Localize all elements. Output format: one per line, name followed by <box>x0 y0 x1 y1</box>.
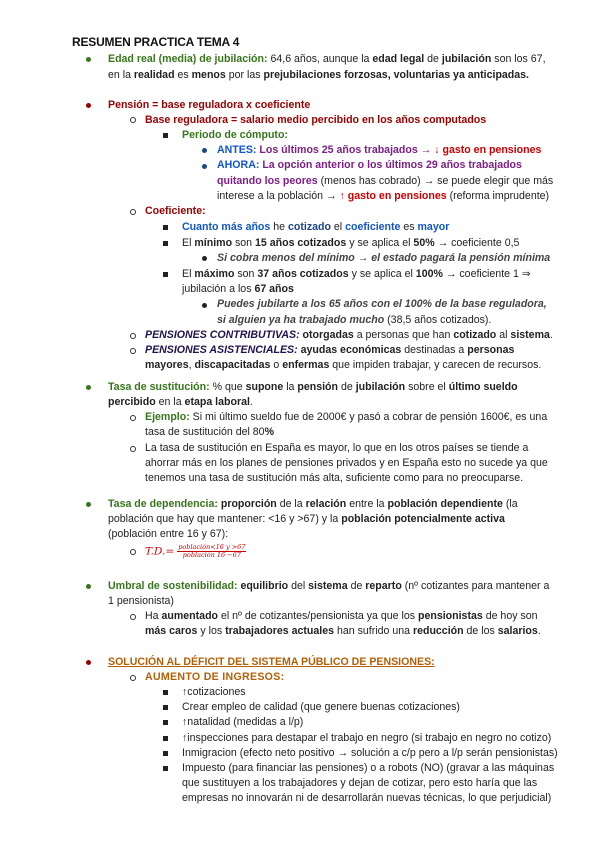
umbral-line-2: 1 pensionista) <box>108 595 174 607</box>
bullet-icon <box>86 103 91 108</box>
solucion-item: ↑inspecciones para destapar el trabajo en negro (si trabajo en negro no cotizo) <box>182 732 552 744</box>
edad-line-2: en la realidad es menos por las prejubilaciones forzosas, voluntarias ya anticipadas. <box>108 69 530 81</box>
ahora-line-3: interese a la población → ↑ gasto en pensiones (reforma imprudente) <box>217 190 550 202</box>
solucion-item-cont-1: que sustituyen a los trabajadores y dejan de cotizar, pero esto haría que las <box>182 777 538 789</box>
coef-line-3: El máximo son 37 años cotizados y se aplica el 100% → coeficiente 1 ⇒ <box>182 268 531 280</box>
square-bullet-icon <box>163 720 168 725</box>
circle-bullet-icon <box>130 333 136 339</box>
coef-line-2: El mínimo son 15 años cotizados y se aplica el 50% → coeficiente 0,5 <box>182 237 520 249</box>
bullet-icon <box>86 502 91 507</box>
bullet-icon <box>202 148 207 153</box>
square-bullet-icon <box>163 225 168 230</box>
square-bullet-icon <box>163 736 168 741</box>
bullet-icon <box>86 385 91 390</box>
coef-line-3b: jubilación a los 67 años <box>182 283 294 295</box>
td-formula: T.D.= $\frac{\text{población<16 y >67}}{\text{población 16 −67}}$ <box>145 543 246 559</box>
solucion-item: ↑cotizaciones <box>182 686 246 698</box>
sustitucion-line-2: percibido en la etapa laboral. <box>108 396 253 408</box>
bullet-icon <box>86 57 91 62</box>
bullet-icon <box>86 660 91 665</box>
solucion-item: Inmigracion (efecto neto positivo → solución a c/p pero a l/p serán pensionistas) <box>182 747 558 759</box>
aumento-heading: AUMENTO DE INGRESOS: <box>145 671 285 683</box>
coef-maximo-note-1: Puedes jubilarte a los 65 años con el 100% de la base reguladora, <box>217 298 547 310</box>
base-reguladora: Base reguladora = salario medio percibido en los años computados <box>145 114 487 126</box>
umbral-sub-2: más caros y los trabajadores actuales han sufrido una reducción de los salarios. <box>145 625 541 637</box>
solucion-item-cont-2: empresas no innovarán ni de desarrollarán nuevas técnicas, lo que perjudicial) <box>182 792 552 804</box>
page-title: RESUMEN PRACTICA TEMA 4 <box>72 35 240 49</box>
square-bullet-icon <box>163 272 168 277</box>
circle-bullet-icon <box>130 675 136 681</box>
square-bullet-icon <box>163 241 168 246</box>
bullet-icon <box>202 303 207 308</box>
coef-line-1: Cuanto más años he cotizado el coeficiente es mayor <box>182 221 450 233</box>
ejemplo-line-1: Ejemplo: Si mi último sueldo fue de 2000€ y pasó a cobrar de pensión 1600€, es una <box>145 411 548 423</box>
circle-bullet-icon <box>130 117 136 123</box>
pensiones-asistenciales-2: mayores, discapacitadas o enfermas que impiden trabajar, y carecen de recursos. <box>145 359 542 371</box>
coef-minimo-note: Si cobra menos del mínimo → el estado pagará la pensión mínima <box>217 252 551 264</box>
coef-maximo-note-2: si alguien ya ha trabajado mucho (38,5 años cotizados). <box>217 314 492 326</box>
dependencia-line-3: (población entre 16 y 67): <box>108 528 229 540</box>
bullet-icon <box>202 256 207 261</box>
ahora-line-2: quitando los peores (menos has cobrado) → se puede elegir que más <box>217 175 554 187</box>
circle-bullet-icon <box>130 348 136 354</box>
square-bullet-icon <box>163 751 168 756</box>
circle-bullet-icon <box>130 549 136 555</box>
dependencia-line-1: Tasa de dependencia: proporción de la relación entre la población dependiente (la <box>108 498 518 510</box>
coeficiente-heading: Coeficiente: <box>145 205 206 217</box>
circle-bullet-icon <box>130 415 136 421</box>
solucion-item: Crear empleo de calidad (que genere buenas cotizaciones) <box>182 701 460 713</box>
solucion-heading: SOLUCIÓN AL DÉFICIT DEL SISTEMA PÚBLICO DE PENSIONES: <box>108 656 435 668</box>
pensiones-asistenciales-1: PENSIONES ASISTENCIALES: ayudas económicas destinadas a personas <box>145 344 515 356</box>
solucion-item: ↑natalidad (medidas a l/p) <box>182 716 304 728</box>
td-fraction: $\frac{\text{población<16 y >67}}{\text{población 16 −67}}$ <box>178 543 246 559</box>
pension-heading: Pensión = base reguladora x coeficiente <box>108 99 311 111</box>
circle-bullet-icon <box>130 614 136 620</box>
bullet-icon <box>86 584 91 589</box>
espana-line-1: La tasa de sustitución en España es mayor, lo que en los otros países se tiende a <box>145 442 529 454</box>
ejemplo-line-2: tasa de sustitución del 80% <box>145 426 274 438</box>
square-bullet-icon <box>163 133 168 138</box>
edad-line-1: Edad real (media) de jubilación: 64,6 años, aunque la edad legal de jubilación son los 67, <box>108 53 546 65</box>
sustitucion-line-1: Tasa de sustitución: % que supone la pensión de jubilación sobre el último sueldo <box>108 381 518 393</box>
dependencia-line-2: población que hay que mantener: <16 y >67) y la población potencialmente activa <box>108 513 505 525</box>
ahora-line-1: AHORA: La opción anterior o los últimos 29 años trabajados <box>217 159 522 171</box>
square-bullet-icon <box>163 690 168 695</box>
antes-line: ANTES: Los últimos 25 años trabajados → ↓ gasto en pensiones <box>217 144 542 156</box>
periodo-computo: Periodo de cómputo: <box>182 129 288 141</box>
espana-line-2: ahorrar más en los planes de pensiones privados y en España esto no sucede ya que <box>145 457 548 469</box>
circle-bullet-icon <box>130 446 136 452</box>
solucion-item: Impuesto (para financiar las pensiones) o a robots (NO) (gravar a las máquinas <box>182 762 555 774</box>
circle-bullet-icon <box>130 209 136 215</box>
square-bullet-icon <box>163 705 168 710</box>
espana-line-3: tenemos una tasa de sustitución más alta, suficiente como para no preocuparse. <box>145 472 524 484</box>
pensiones-contributivas: PENSIONES CONTRIBUTIVAS: otorgadas a personas que han cotizado al sistema. <box>145 329 553 341</box>
umbral-sub-1: Ha aumentado el nº de cotizantes/pensionista ya que los pensionistas de hoy son <box>145 610 538 622</box>
square-bullet-icon <box>163 766 168 771</box>
umbral-line-1: Umbral de sostenibilidad: equilibrio del sistema de reparto (nº cotizantes para mantener a <box>108 580 550 592</box>
bullet-icon <box>202 164 207 169</box>
